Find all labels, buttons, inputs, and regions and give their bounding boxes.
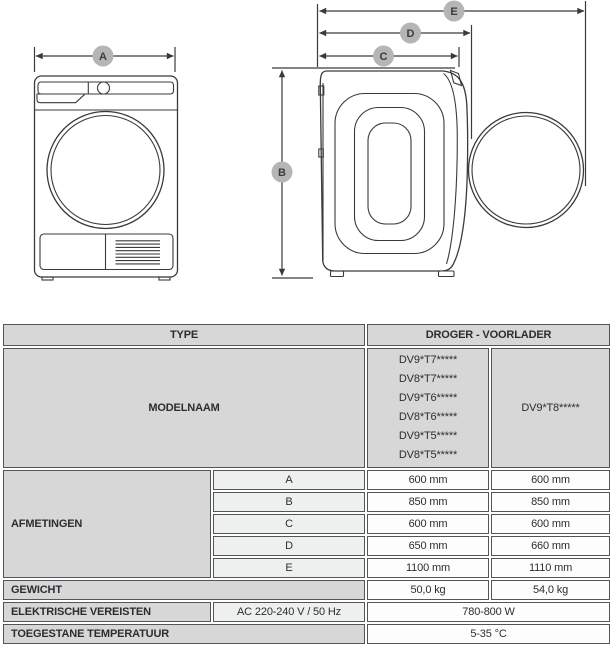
front-view: [35, 46, 178, 281]
modelnaam-group2: DV9*T8*****: [491, 348, 610, 468]
front-foot-left: [42, 277, 53, 280]
model-name: DV8*T5*****: [398, 449, 458, 461]
dim-value-g1: 600 mm: [367, 470, 489, 490]
table-row: [3, 324, 610, 346]
front-foot-right: [159, 277, 170, 280]
dim-label-b: B: [278, 167, 286, 179]
gewicht-label: GEWICHT: [3, 580, 365, 600]
dim-value-g1: 850 mm: [367, 492, 489, 512]
table-row: [3, 470, 610, 490]
spec-table: [1, 322, 612, 646]
modelnaam-group1: [367, 348, 489, 468]
dim-value-g2: 600 mm: [491, 514, 610, 534]
dim-value-g1: 600 mm: [367, 514, 489, 534]
elektrisch-label: ELEKTRISCHE VEREISTEN: [3, 602, 211, 622]
dim-value-g2: 850 mm: [491, 492, 610, 512]
door-outer: [47, 112, 164, 229]
dim-value-g1: 1100 mm: [367, 558, 489, 578]
table-row: [3, 624, 610, 644]
dim-value-g2: 600 mm: [491, 470, 610, 490]
gewicht-g1: 50,0 kg: [367, 580, 489, 600]
side-view: [272, 1, 586, 277]
model-name: DV9*T5*****: [398, 430, 458, 442]
dim-label-d: D: [406, 28, 415, 40]
model-name: DV9*T7*****: [398, 354, 458, 366]
elektrisch-spec: AC 220-240 V / 50 Hz: [213, 602, 365, 622]
model-name: DV8*T7*****: [398, 373, 458, 385]
side-foot-back: [331, 271, 344, 277]
table-row: [3, 580, 610, 600]
dim-value-g2: 660 mm: [491, 536, 610, 556]
table-row: [3, 348, 610, 468]
dim-letter: C: [213, 514, 365, 534]
dim-b: [272, 71, 314, 279]
dim-letter: A: [213, 470, 365, 490]
afmetingen-label: AFMETINGEN: [3, 470, 211, 578]
side-foot-front: [439, 271, 455, 277]
open-door-outer: [469, 113, 584, 228]
dim-value-g1: 650 mm: [367, 536, 489, 556]
table-row: [3, 602, 610, 622]
dim-letter: D: [213, 536, 365, 556]
dim-label-e: E: [450, 6, 458, 18]
modelnaam-label: MODELNAAM: [3, 348, 365, 468]
model-name: DV8*T6*****: [398, 411, 458, 423]
dim-letter: E: [213, 558, 365, 578]
model-name: DV9*T6*****: [398, 392, 458, 404]
temperatuur-value: 5-35 °C: [367, 624, 610, 644]
dim-value-g2: 1110 mm: [491, 558, 610, 578]
gewicht-g2: 54,0 kg: [491, 580, 610, 600]
dryer-diagram: [0, 0, 612, 315]
elektrisch-value: 780-800 W: [367, 602, 610, 622]
dim-label-a: A: [99, 51, 107, 63]
temperatuur-label: TOEGESTANE TEMPERATUUR: [3, 624, 365, 644]
dim-letter: B: [213, 492, 365, 512]
dim-label-c: C: [379, 51, 388, 63]
header-type: TYPE: [3, 324, 365, 346]
header-category: DROGER - VOORLADER: [367, 324, 610, 346]
